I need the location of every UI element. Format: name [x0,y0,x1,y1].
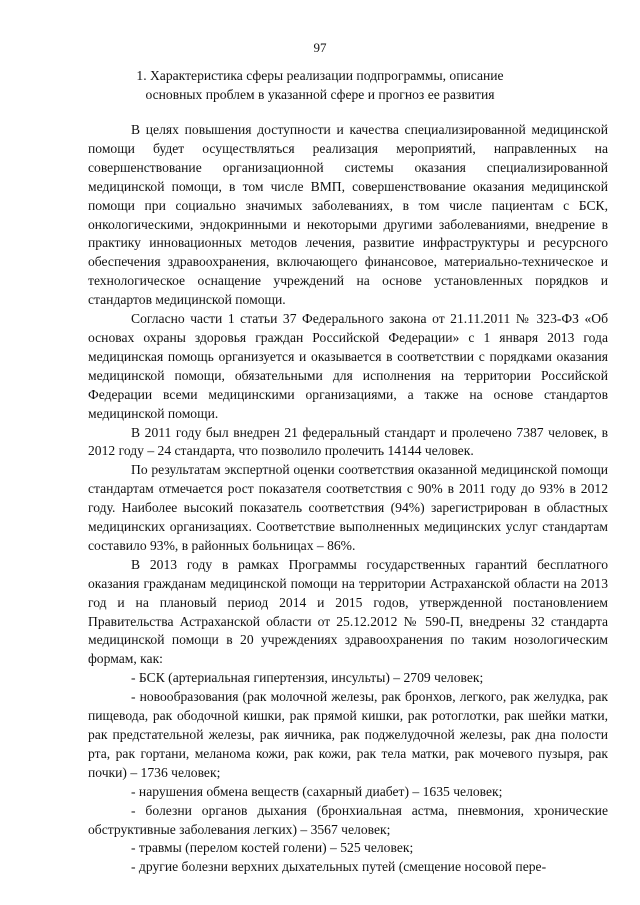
list-item: - травмы (перелом костей голени) – 525 человек; [131,840,414,856]
paragraph: В 2011 году был внедрен 21 федеральный стандарт и пролечено 7387 человек, в 2012 году – 24 стандарта, что позволило пролечить 14144 человек. [88,424,608,459]
list-item: - болезни органов дыхания (бронхиальная астма, пневмония, хронические обструктивные заболевания легких) – 3567 человек; [88,802,608,837]
page-number: 97 [313,40,327,55]
section-title [60,67,580,104]
document-body [88,121,608,877]
section-title-line-1: 1. Характеристика сферы реализации подпрограммы, описание [136,68,504,83]
list-item: - новообразования (рак молочной железы, рак бронхов, легкого, рак желудка, рак пищевода, рак ободочной кишки, рак прямой кишки, рак ротоглотки, рак шейки матки, рак предстательной железы, рак яичника, рак поджелудочной железы, рак дна полости рта, рак гортани, меланома кожи, рак кожи, рак тела матки, рак мочевого пузыря, рак почки) – 1736 человек; [88,689,608,780]
list-item: - БСК (артериальная гипертензия, инсульты) – 2709 человек; [131,670,484,686]
paragraph: В целях повышения доступности и качества специализированной медицинской помощи будет осуществляться реализация мероприятий, направленных на совершенствование организационной системы оказания специализированной медицинской помощи, в том числе ВМП, совершенствование оказания медицинской помощи при социально значимых заболеваниях, в том числе пациентам с БСК, онкологическими, эндокринными и некоторыми другими заболеваниями, внедрение в практику инновационных методов лечения, развитие инфраструктуры и ресурсного обеспечения здравоохранения, включающего финансовое, материально-техническое и технологическое оснащение учреждений на основе установленных порядков и стандартов медицинской помощи. [88,122,608,308]
list-item: - нарушения обмена веществ (сахарный диабет) – 1635 человек; [131,783,503,799]
paragraph: Согласно части 1 статьи 37 Федерального закона от 21.11.2011 № 323-ФЗ «Об основах охраны здоровья граждан Российской Федерации» с 1 января 2013 года медицинская помощь организуется и оказывается в соответствии с порядками оказания медицинской помощи, обязательными для исполнения на территории Российской Федерации всеми медицинскими организациями, а также на основе стандартов медицинской помощи. [88,311,608,421]
paragraph: В 2013 году в рамках Программы государственных гарантий бесплатного оказания гражданам медицинской помощи на территории Астраханской области на 2013 год и на плановый период 2014 и 2015 годов, утвержденной постановлением Правительства Астраханской области от 25.12.2012 № 590-П, внедрены 32 стандарта медицинской помощи в 20 учреждениях здравоохранения по таким нозологическим формам, как: [88,556,608,667]
section-title-line-2: основных проблем в указанной сфере и прогноз ее развития [145,86,495,102]
paragraph: По результатам экспертной оценки соответствия оказанной медицинской помощи стандартам отмечается рост показателя соответствия с 90% в 2011 году до 93% в 2012 году. Наиболее высокий показатель соответствия (94%) зарегистрирован в областных медицинских организациях. Соответствие выполненных медицинских услуг стандартам составило 93%, в районных больницах – 86%. [88,462,608,553]
list-item: - другие болезни верхних дыхательных путей (смещение носовой пере- [131,859,547,875]
